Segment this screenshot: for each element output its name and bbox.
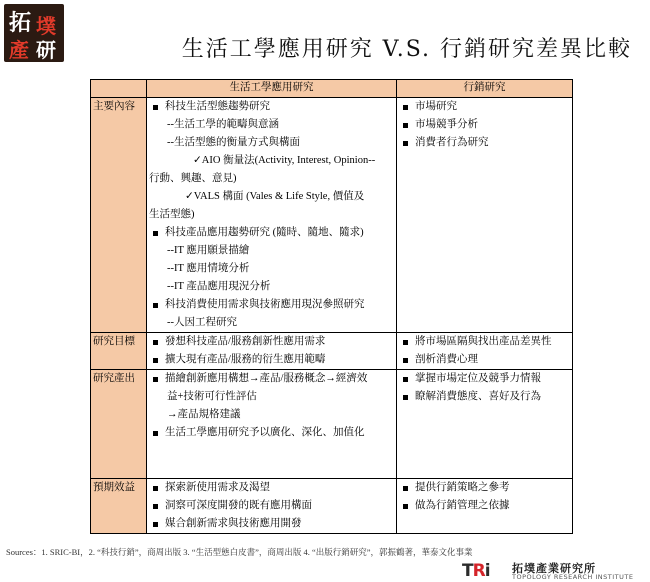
cell-marketing [397,98,573,333]
list-item: 將市場區隔與找出產品差異性 [399,333,570,351]
list-item: 市場研究 [399,98,570,116]
list-item: 瞭解消費態度、喜好及行為 [399,388,570,406]
tri-letter: T [462,561,473,581]
list-item: 剖析消費心理 [399,351,570,369]
list-item [149,442,394,460]
list-item: 提供行銷策略之參考 [399,479,570,497]
list-item: 描繪創新應用構想→產品/服務概念→經濟效 [149,370,394,388]
list-item: →產品規格建議 [167,409,241,420]
row-label: 研究目標 [91,333,147,370]
sources-note: Sources：1. SRIC-BI，2. “科技行銷”，商周出版 3. “生活型態白皮書”，商周出版 4. “出版行銷研究”，郭振鶴著，華泰文化事業 [6,547,473,557]
bullet-list [399,98,570,152]
list-item: 益+技術可行性評估 [167,391,257,402]
list-item: --IT 產品應用現況分析 [167,281,271,292]
list-item: 媒合創新需求與技術應用開發 [149,515,394,533]
cell-marketing [397,333,573,370]
list-item: 市場競爭分析 [399,116,570,134]
logo-char: 研 [36,38,56,62]
list-item: 洞察可深度開發的既有應用構面 [149,497,394,515]
table-row [91,98,573,333]
logo-char: 墣 [36,14,56,38]
list-item: 科技生活型態趨勢研究 [149,98,394,116]
bullet-list [149,479,394,533]
list-item: 行動、興趣、意見) [149,173,237,184]
tri-letter: i [484,561,490,581]
header [0,0,650,70]
list-item: 探索新使用需求及渴望 [149,479,394,497]
list-item: 生活工學應用研究予以廣化、深化、加值化 [149,424,394,442]
list-item: --生活工學的範疇與意涵 [167,119,279,130]
list-item: 科技消費使用需求與技術應用現況參照研究 [149,296,394,314]
comparison-table [90,79,573,534]
logo-char: 產 [9,38,29,62]
cell-lifetech [147,98,397,333]
table-row [91,333,573,370]
cell-lifetech [147,479,397,534]
logo-char: 拓 [9,11,32,36]
bullet-list [149,98,394,332]
tri-letter: R [472,561,485,581]
cell-lifetech [147,370,397,479]
list-item: --人因工程研究 [167,317,237,328]
header-marketing: 行銷研究 [397,80,573,98]
table-header-row [91,80,573,98]
row-label: 預期效益 [91,479,147,534]
cell-marketing [397,479,573,534]
row-label: 研究產出 [91,370,147,479]
bullet-list [149,370,394,478]
list-item: 生活型態) [149,209,195,220]
bullet-list [149,333,394,369]
table-row [91,370,573,479]
footer-logo [462,561,648,581]
cell-marketing [397,370,573,479]
logo [4,4,64,62]
header-corner [91,80,147,98]
list-item: 發想科技產品/服務創新性應用需求 [149,333,394,351]
cell-lifetech [147,333,397,370]
bullet-list [399,370,570,406]
bullet-list [399,333,570,369]
page-title: 生活工學應用研究 V.S. 行銷研究差異比較 [181,37,632,62]
list-item: ✓VALS 構面 (Vales & Life Style, 價值及 [185,191,365,202]
header-lifetech: 生活工學應用研究 [147,80,397,98]
list-item: --IT 應用情境分析 [167,263,250,274]
table-row [91,479,573,534]
tri-logo-mark [462,561,490,581]
list-item: 科技產品應用趨勢研究 (隨時、隨地、隨求) [149,224,394,242]
list-item: --生活型態的衡量方式與構面 [167,137,300,148]
list-item [149,460,394,478]
list-item: 擴大現有產品/服務的衍生應用範疇 [149,351,394,369]
list-item: 掌握市場定位及競爭力情報 [399,370,570,388]
institute-name-en: TOPOLOGY RESEARCH INSTITUTE [512,573,634,581]
institute-name-cn: 拓墣產業研究所 [512,562,596,575]
list-item: ✓AIO 衡量法(Activity, Interest, Opinion-- [193,155,376,166]
bullet-list [399,479,570,515]
row-label: 主要內容 [91,98,147,333]
list-item: 做為行銷管理之依據 [399,497,570,515]
list-item: --IT 應用願景描繪 [167,245,250,256]
list-item: 消費者行為研究 [399,134,570,152]
